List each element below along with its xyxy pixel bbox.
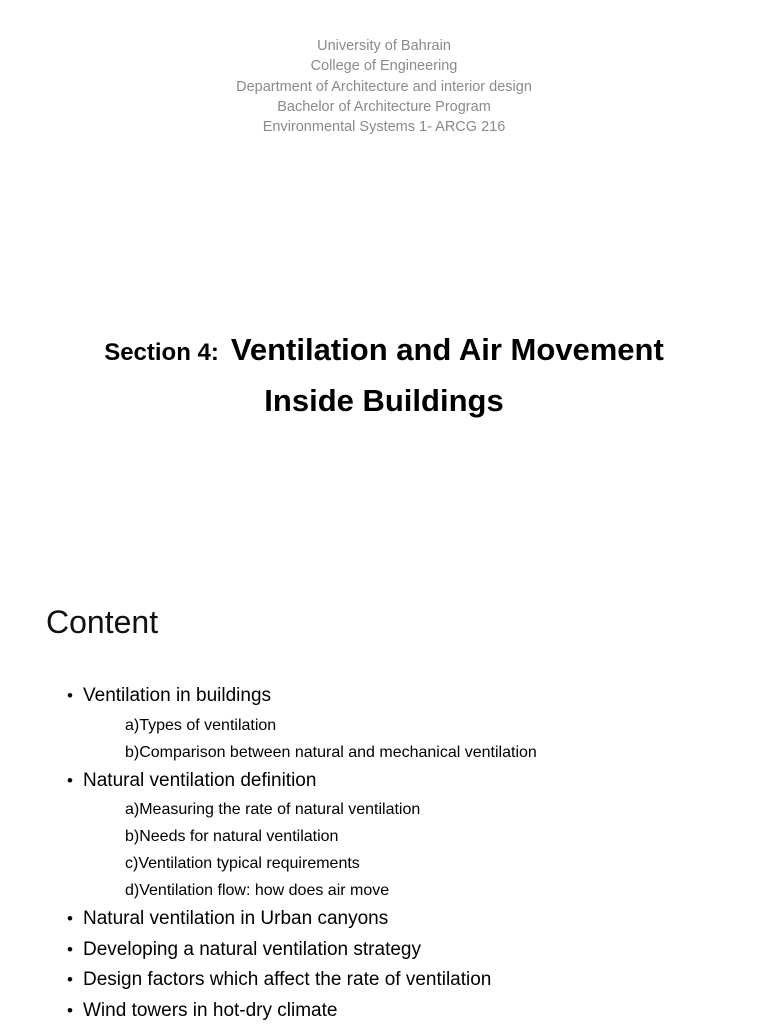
list-item: [0, 965, 768, 996]
bullet-icon: •: [67, 965, 73, 996]
college-name: College of Engineering: [0, 56, 768, 76]
list-item-text: Design factors which affect the rate of ventilation: [83, 969, 491, 990]
department-name: Department of Architecture and interior design: [0, 77, 768, 97]
list-item: [0, 935, 768, 966]
title-line-2: Inside Buildings: [0, 378, 768, 424]
bullet-icon: •: [67, 681, 73, 712]
content-list: [0, 681, 768, 1026]
list-item-text: Natural ventilation definition: [83, 770, 316, 791]
list-item: [0, 681, 768, 712]
list-item: [0, 904, 768, 935]
bullet-icon: •: [67, 904, 73, 935]
bullet-icon: •: [67, 996, 73, 1026]
slide-title: [0, 328, 768, 424]
bullet-icon: •: [67, 766, 73, 797]
list-item: [0, 996, 768, 1026]
content-heading: Content: [46, 601, 158, 643]
title-line-1: [0, 328, 768, 378]
sub-list-item: a)Types of ventilation: [0, 712, 768, 739]
institution-header: [0, 36, 768, 137]
list-item-text: Natural ventilation in Urban canyons: [83, 908, 388, 929]
content-slide: [0, 575, 768, 1024]
title-main-text: Ventilation and Air Movement: [231, 332, 664, 367]
course-name: Environmental Systems 1- ARCG 216: [0, 117, 768, 137]
list-item-text: Wind towers in hot-dry climate: [83, 1000, 337, 1021]
sub-list-item: d)Ventilation flow: how does air move: [0, 877, 768, 904]
university-name: University of Bahrain: [0, 36, 768, 56]
list-item-text: Developing a natural ventilation strategy: [83, 939, 421, 960]
sub-list-item: b)Comparison between natural and mechanical ventilation: [0, 739, 768, 766]
bullet-icon: •: [67, 935, 73, 966]
sub-list-item: b)Needs for natural ventilation: [0, 823, 768, 850]
list-item: [0, 766, 768, 797]
program-name: Bachelor of Architecture Program: [0, 97, 768, 117]
sub-list-item: c)Ventilation typical requirements: [0, 850, 768, 877]
section-label: Section 4:: [104, 339, 219, 366]
list-item-text: Ventilation in buildings: [83, 685, 271, 706]
sub-list-item: a)Measuring the rate of natural ventilation: [0, 796, 768, 823]
